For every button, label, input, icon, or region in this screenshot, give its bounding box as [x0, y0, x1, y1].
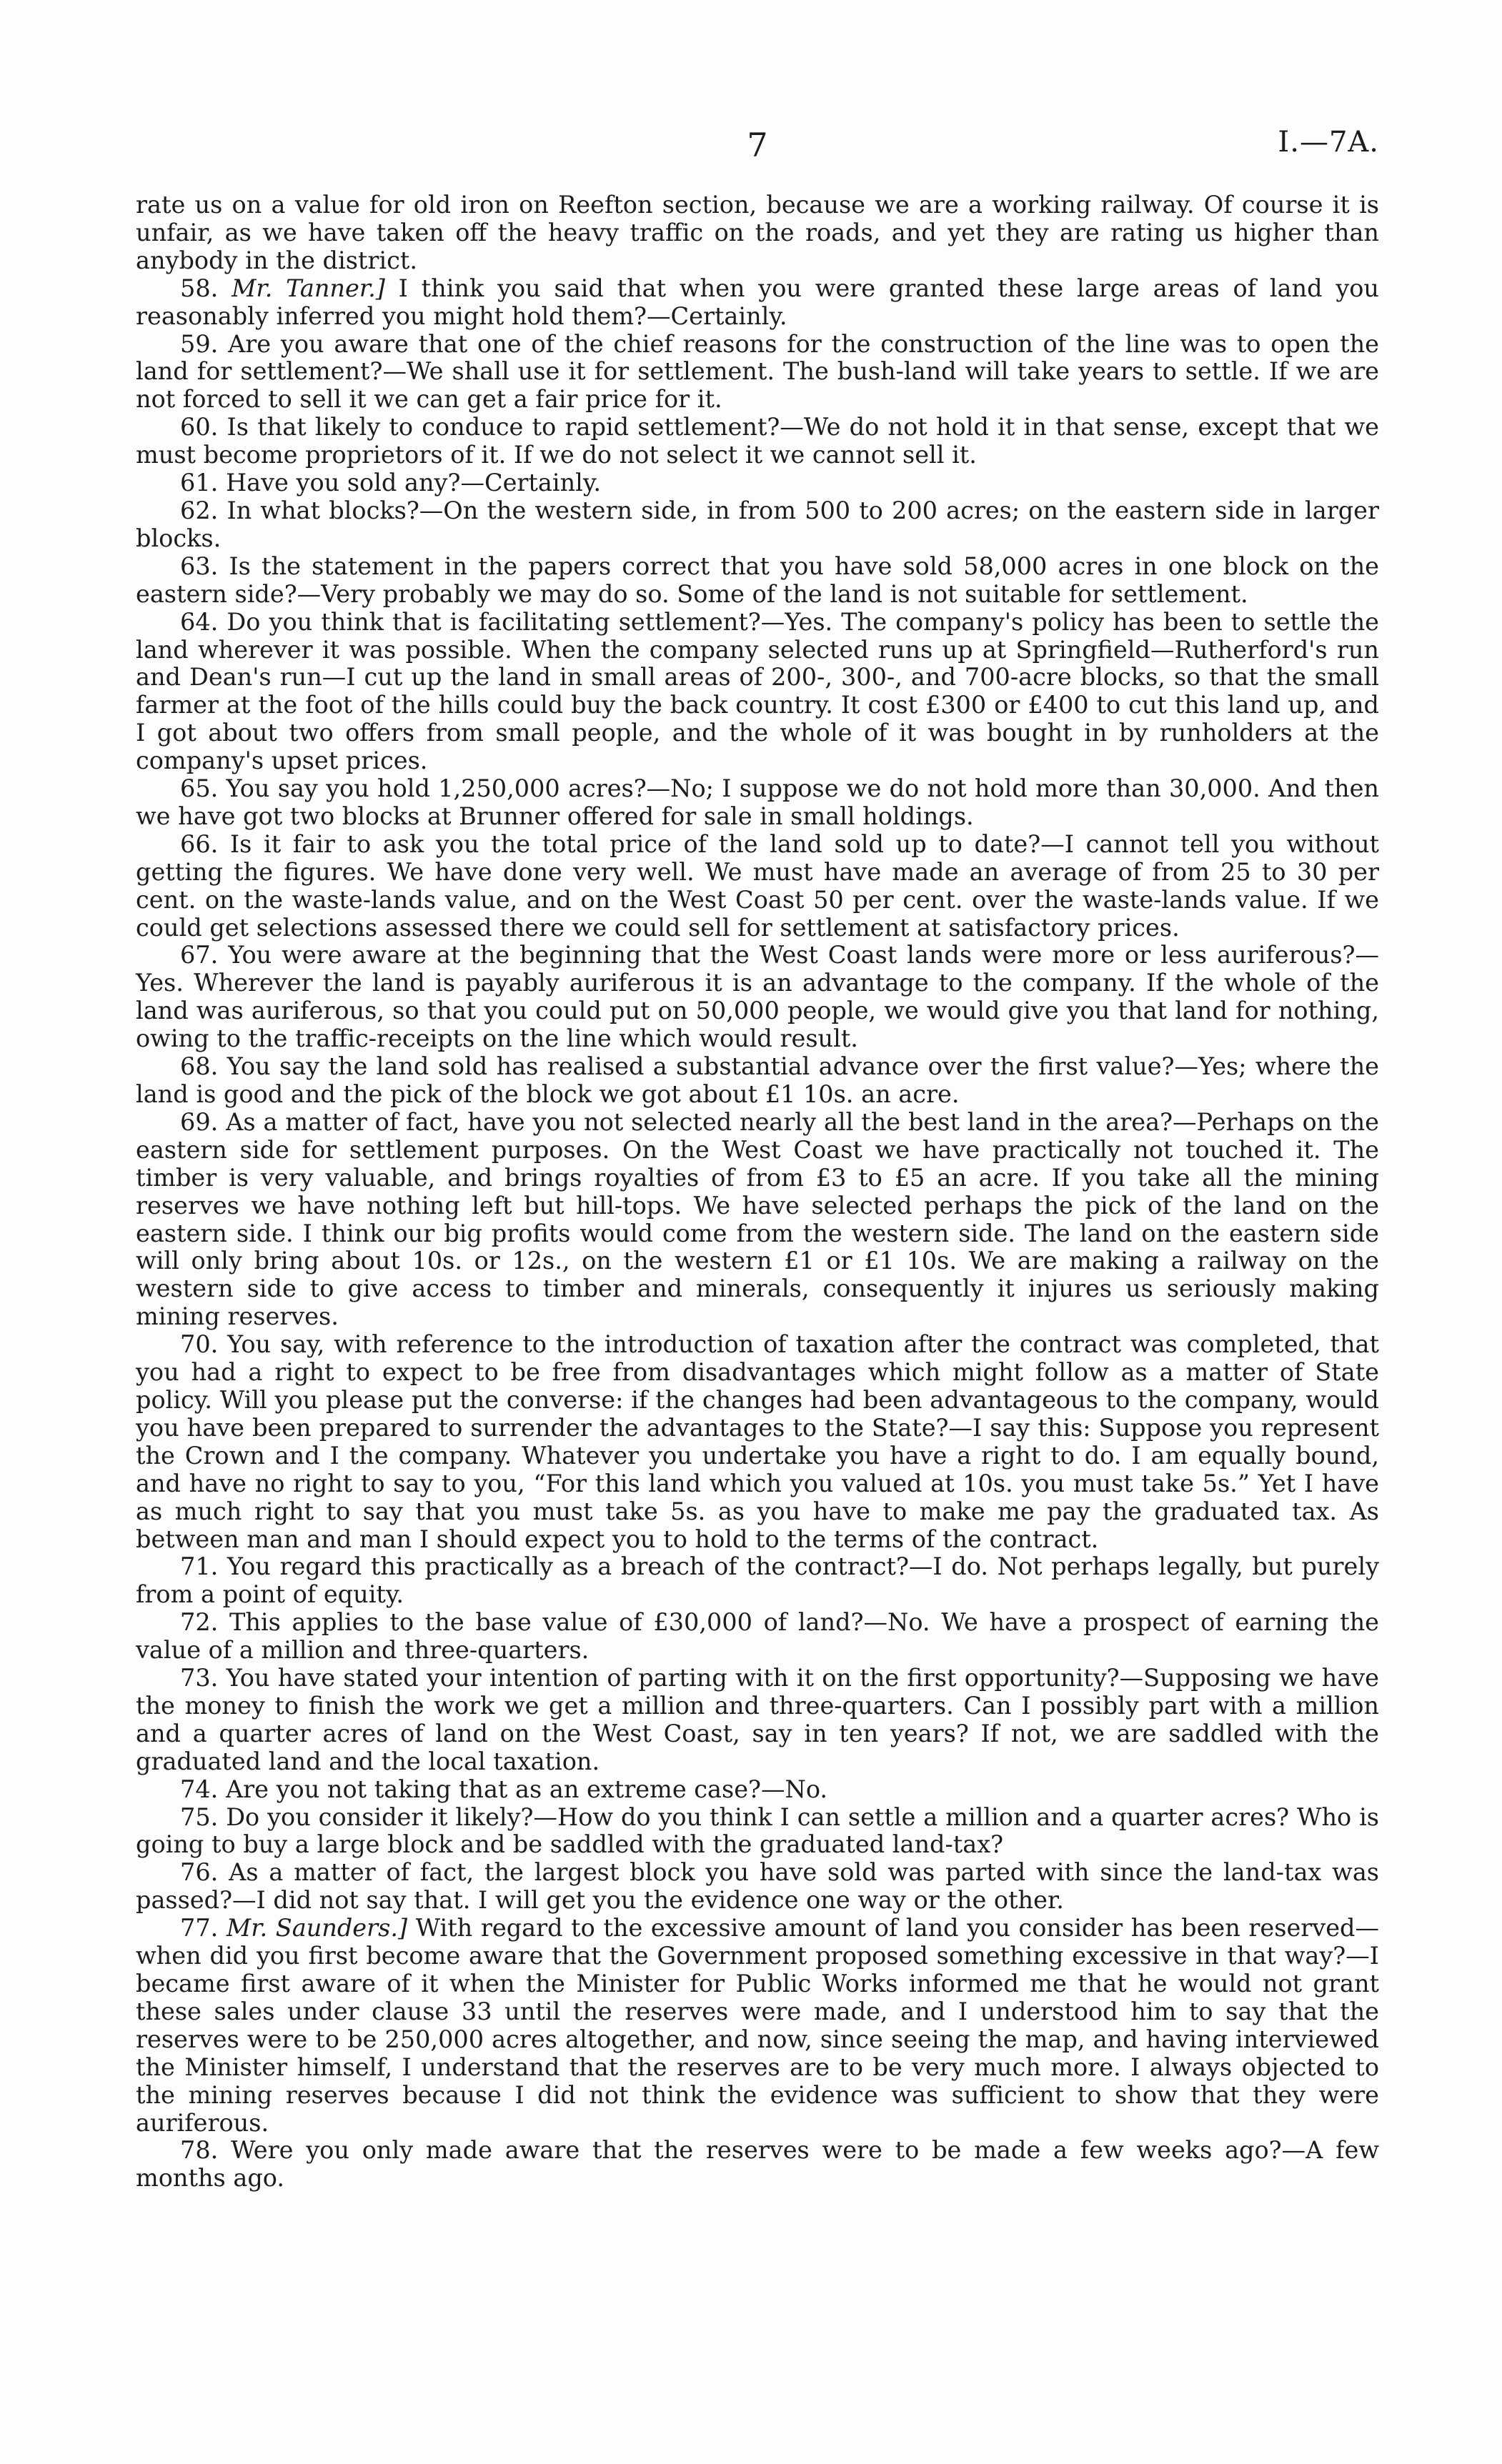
paragraph-text: This applies to the base value of £30,000 of land?—No. We have a prospect of earning the value of a million and three-quarters. — [136, 1608, 1379, 1665]
question-65 — [136, 775, 1379, 831]
question-71 — [136, 1553, 1379, 1609]
question-69 — [136, 1109, 1379, 1331]
question-63 — [136, 553, 1379, 609]
question-number: 58. — [180, 274, 219, 302]
question-72 — [136, 1609, 1379, 1665]
question-78 — [136, 2137, 1379, 2193]
paragraph-text: You say the land sold has realised a substantial advance over the first value?—Yes; where the land is good and the pick of the block we got about £1 10s. an acre. — [136, 1052, 1379, 1108]
paragraph-text: With regard to the excessive amount of land you consider has been reserved—when did you first become aware that the Government proposed something excessive in that way?—I became first aware of it when the Minister for Public Works informed me that he would not grant these sales under clause 33 until the reserves were made, and I understood him to say that the reserves were to be 250,000 acres altogether, and now, since seeing the map, and having interviewed the Minister himself, I understand that the reserves are to be very much more. I always objected to the mining reserves because I did not think the evidence was sufficient to show that they were auriferous. — [136, 1914, 1379, 2137]
question-73 — [136, 1665, 1379, 1776]
paragraph-text: Is that likely to conduce to rapid settlement?—We do not hold it in that sense, except that we must become proprietors of it. If we do not select it we cannot sell it. — [136, 413, 1379, 469]
question-number: 67. — [180, 941, 219, 969]
question-number: 77. — [180, 1914, 219, 1942]
paragraph-text: Is the statement in the papers correct that you have sold 58,000 acres in one block on the eastern side?—Very probably we may do so. Some of the land is not suitable for settlement. — [136, 552, 1379, 608]
question-number: 63. — [180, 552, 219, 580]
question-number: 76. — [180, 1858, 219, 1887]
question-64 — [136, 609, 1379, 775]
document-reference: I.—7A. — [1278, 126, 1379, 159]
paragraph-text: Were you only made aware that the reserves were to be made a few weeks ago?—A few months ago. — [136, 2136, 1380, 2193]
question-74 — [136, 1776, 1379, 1804]
question-58 — [136, 275, 1379, 331]
question-75 — [136, 1804, 1379, 1860]
question-61 — [136, 469, 1379, 497]
question-76 — [136, 1859, 1379, 1915]
question-number: 64. — [180, 607, 219, 636]
paragraph-text: Is it fair to ask you the total price of the land sold up to date?—I cannot tell you without getting the figures. We have done very well. We must have made an average of from 25 to 30 per cent. on the waste-lands value, and on the West Coast 50 per cent. over the waste-lands value. If we could get selections assessed there we could sell for settlement at satisfactory prices. — [136, 829, 1379, 942]
paragraph-text: Do you think that is facilitating settlement?—Yes. The company's policy has been to settle the land wherever it was possible. When the company selected runs up at Springfield—Rutherford's run and Dean's run—I cut up the land in small areas of 200-, 300-, and 700-acre blocks, so that the small farmer at the foot of the hills could buy the back country. It cost £300 or £400 to cut this land up, and I got about two offers from small people, and the whole of it was bought in by runholders at the company's upset prices. — [136, 607, 1379, 775]
question-66 — [136, 831, 1379, 942]
speaker-label: Mr. Tanner.] — [232, 274, 385, 302]
question-number: 78. — [180, 2136, 219, 2165]
page-number: 7 — [747, 126, 768, 164]
question-number: 66. — [180, 829, 219, 858]
paragraph-text: Do you consider it likely?—How do you think I can settle a million and a quarter acres? Who is going to buy a large block and be saddled with the graduated land-tax? — [136, 1802, 1379, 1859]
question-62 — [136, 497, 1379, 553]
paragraph-text: You say you hold 1,250,000 acres?—No; I suppose we do not hold more than 30,000. And then we have got two blocks at Brunner offered for sale in small holdings. — [136, 774, 1379, 830]
question-number: 73. — [180, 1664, 219, 1692]
paragraph-text: You regard this practically as a breach of the contract?—I do. Not perhaps legally, but purely from a point of equity. — [136, 1552, 1380, 1609]
question-number: 72. — [180, 1608, 219, 1637]
question-number: 61. — [180, 469, 219, 497]
question-70 — [136, 1331, 1379, 1553]
question-number: 71. — [180, 1552, 219, 1581]
question-59 — [136, 331, 1379, 414]
question-60 — [136, 414, 1379, 469]
question-number: 62. — [180, 496, 219, 524]
question-67 — [136, 942, 1379, 1053]
paragraph-text: Have you sold any?—Certainly. — [225, 469, 601, 497]
paragraph-text: Are you not taking that as an extreme case?—No. — [225, 1775, 828, 1803]
paragraph-text: I think you said that when you were granted these large areas of land you reasonably inferred you might hold them?—Certainly. — [136, 274, 1379, 330]
question-number: 65. — [180, 774, 219, 803]
paragraph-text: In what blocks?—On the western side, in from 500 to 200 acres; on the eastern side in larger blocks. — [136, 496, 1379, 552]
question-number: 75. — [180, 1802, 219, 1831]
paragraph-text: rate us on a value for old iron on Reefton section, because we are a working railway. Of course it is unfair, as we have taken off the heavy traffic on the roads, and yet they are rating us higher than anybody in the district. — [136, 191, 1379, 274]
question-number: 70. — [180, 1330, 219, 1359]
paragraph-text: You say, with reference to the introduction of taxation after the contract was completed, that you had a right to expect to be free from disadvantages which might follow as a matter of State policy. Will you please put the converse: if the changes had been advantageous to the company, would you have been prepared to surrender the advantages to the State?—I say this: Suppose you represent the Crown and I the company. Whatever you undertake you have a right to do. I am equally bound, and have no right to say to you, “For this land which you valued at 10s. you must take 5s.” Yet I have as much right to say that you must take 5s. as you have to make me pay the graduated tax. As between man and man I should expect you to hold to the terms of the contract. — [136, 1330, 1379, 1553]
page-header — [136, 126, 1379, 169]
question-68 — [136, 1053, 1379, 1109]
paragraph-text: You were aware at the beginning that the West Coast lands were more or less auriferous?—Yes. Wherever the land is payably auriferous it is an advantage to the company. If the whole of the land was auriferous, so that you could put on 50,000 people, we would give you that land for nothing, owing to the traffic-receipts on the line which would result. — [136, 941, 1379, 1053]
question-number: 60. — [180, 413, 219, 442]
document-body — [136, 191, 1379, 2193]
speaker-label: Mr. Saunders.] — [226, 1914, 408, 1942]
question-77 — [136, 1915, 1379, 2137]
question-number: 59. — [180, 329, 219, 358]
paragraph-continuation — [136, 191, 1379, 275]
paragraph-text: Are you aware that one of the chief reasons for the construction of the line was to open the land for settlement?—We shall use it for settlement. The bush-land will take years to settle. If we are not forced to sell it we can get a fair price for it. — [136, 329, 1379, 414]
question-number: 68. — [180, 1052, 219, 1081]
paragraph-text: As a matter of fact, the largest block you have sold was parted with since the land-tax was passed?—I did not say that. I will get you the evidence one way or the other. — [136, 1858, 1379, 1915]
question-number: 69. — [180, 1107, 219, 1136]
paragraph-text: As a matter of fact, have you not selected nearly all the best land in the area?—Perhaps on the eastern side for settlement purposes. On the West Coast we have practically not touched it. The timber is very valuable, and brings royalties of from £3 to £5 an acre. If you take all the mining reserves we have nothing left but hill-tops. We have selected perhaps the pick of the land on the eastern side. I think our big profits would come from the western side. The land on the eastern side will only bring about 10s. or 12s., on the western £1 or £1 10s. We are making a railway on the western side to give access to timber and minerals, consequently it injures us seriously making mining reserves. — [136, 1107, 1379, 1331]
question-number: 74. — [180, 1775, 219, 1803]
paragraph-text: You have stated your intention of parting with it on the first opportunity?—Supposing we have the money to finish the work we get a million and three-quarters. Can I possibly part with a million and a quarter acres of land on the West Coast, say in ten years? If not, we are saddled with the graduated land and the local taxation. — [136, 1664, 1379, 1775]
